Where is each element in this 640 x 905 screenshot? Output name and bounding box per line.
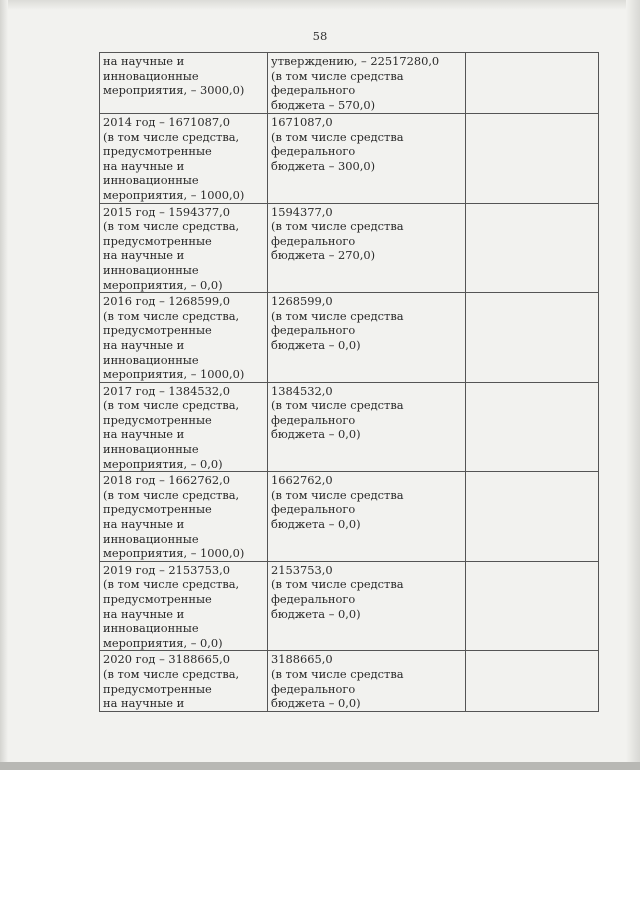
scan-shadow-bottom xyxy=(0,762,640,770)
scan-shadow-top xyxy=(0,0,640,10)
table-row xyxy=(100,293,599,383)
amount-cell: 1594377,0 (в том числе средства федерального бюджета – 270,0) xyxy=(268,203,466,293)
amount-cell: 1384532,0 (в том числе средства федерального бюджета – 0,0) xyxy=(268,382,466,472)
year-total-cell: 2016 год – 1268599,0 (в том числе средства, предусмотренные на научные и инновационные мероприятия, – 1000,0) xyxy=(100,293,268,383)
amount-cell: 3188665,0 (в том числе средства федерального бюджета – 0,0) xyxy=(268,651,466,711)
table-row xyxy=(100,53,599,114)
amount-cell: 1662762,0 (в том числе средства федерального бюджета – 0,0) xyxy=(268,472,466,562)
empty-cell xyxy=(466,561,599,651)
scan-shadow-right xyxy=(626,0,640,770)
amount-cell: 2153753,0 (в том числе средства федерального бюджета – 0,0) xyxy=(268,561,466,651)
page-number: 58 xyxy=(312,29,328,43)
amount-cell: 1268599,0 (в том числе средства федерального бюджета – 0,0) xyxy=(268,293,466,383)
empty-cell xyxy=(466,53,599,114)
table-row xyxy=(100,561,599,651)
table-row xyxy=(100,203,599,293)
empty-cell xyxy=(466,203,599,293)
table-row xyxy=(100,114,599,204)
year-total-cell: 2020 год – 3188665,0 (в том числе средства, предусмотренные на научные и xyxy=(100,651,268,711)
year-total-cell: 2017 год – 1384532,0 (в том числе средства, предусмотренные на научные и инновационные мероприятия, – 0,0) xyxy=(100,382,268,472)
year-total-cell: 2014 год – 1671087,0 (в том числе средства, предусмотренные на научные и инновационные мероприятия, – 1000,0) xyxy=(100,114,268,204)
empty-cell xyxy=(466,651,599,711)
empty-cell xyxy=(466,114,599,204)
scan-shadow-left xyxy=(0,0,8,770)
table-row xyxy=(100,382,599,472)
table-row xyxy=(100,651,599,711)
empty-cell xyxy=(466,293,599,383)
amount-cell: 1671087,0 (в том числе средства федерального бюджета – 300,0) xyxy=(268,114,466,204)
empty-cell xyxy=(466,382,599,472)
year-total-cell: на научные и инновационные мероприятия, – 3000,0) xyxy=(100,53,268,114)
year-total-cell: 2018 год – 1662762,0 (в том числе средства, предусмотренные на научные и инновационные мероприятия, – 1000,0) xyxy=(100,472,268,562)
year-total-cell: 2019 год – 2153753,0 (в том числе средства, предусмотренные на научные и инновационные мероприятия, – 0,0) xyxy=(100,561,268,651)
funding-table xyxy=(99,52,599,712)
amount-cell: утверждению, – 22517280,0 (в том числе средства федерального бюджета – 570,0) xyxy=(268,53,466,114)
year-total-cell: 2015 год – 1594377,0 (в том числе средства, предусмотренные на научные и инновационные мероприятия, – 0,0) xyxy=(100,203,268,293)
table-row xyxy=(100,472,599,562)
empty-cell xyxy=(466,472,599,562)
